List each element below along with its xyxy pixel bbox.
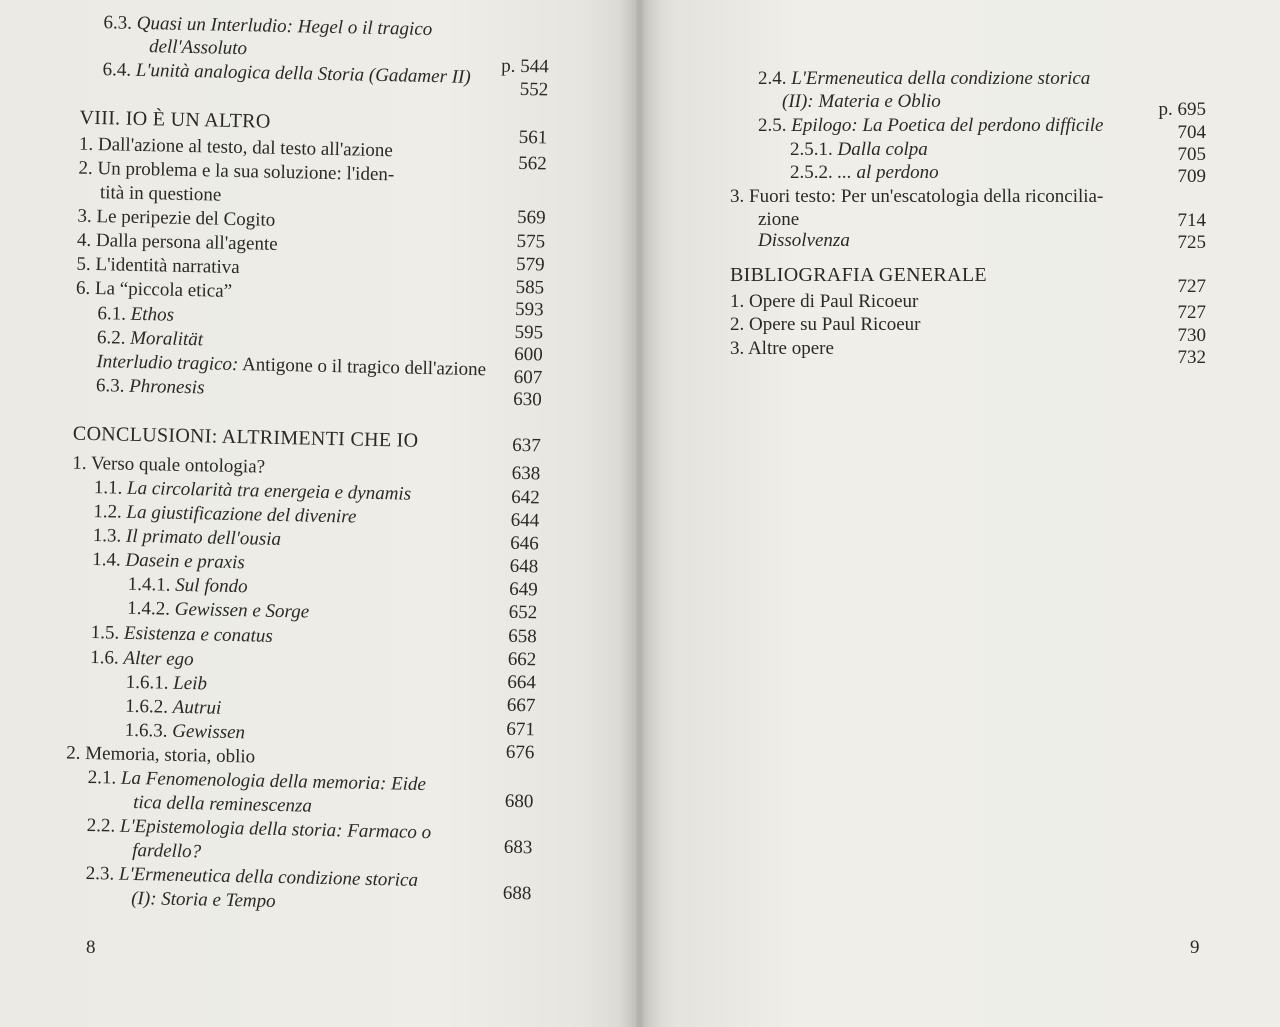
toc-entry: 1. Opere di Paul Ricoeur	[730, 291, 919, 312]
toc-page-number: 579	[515, 253, 545, 276]
toc-page-number: 638	[511, 462, 541, 485]
toc-entry: 1.4.1. Sul fondo	[127, 573, 248, 598]
toc-entry: 1. Dall'azione al testo, dal testo all'azione	[78, 133, 394, 162]
toc-page-number: p. 695	[1158, 99, 1206, 120]
toc-entry: 5. L'identità narrativa	[76, 253, 240, 279]
toc-page-number: 658	[508, 625, 537, 648]
toc-page-number: 688	[502, 882, 532, 905]
toc-entry: Dissolvenza	[758, 230, 850, 251]
toc-entry: Interludio tragico: Antigone o il tragico dell'azione	[96, 351, 487, 381]
left-toc	[0, 0, 636, 1027]
toc-entry: 2.4. L'Ermeneutica della condizione storica	[758, 68, 1091, 89]
toc-page-number: 648	[509, 555, 539, 578]
toc-entry: 1.4.2. Gewissen e Sorge	[127, 597, 310, 623]
toc-page-number: 642	[510, 486, 540, 509]
toc-page-number: 652	[508, 601, 538, 624]
toc-entry: 3. Le peripezie del Cogito	[77, 205, 276, 231]
toc-entry: 3. Altre opere	[730, 338, 834, 359]
toc-page-number: 714	[1177, 210, 1206, 231]
toc-entry: zione	[758, 209, 800, 230]
toc-page-number: 561	[518, 126, 548, 149]
toc-entry: 2.5.1. Dalla colpa	[790, 139, 928, 160]
toc-page-number: 646	[510, 532, 539, 555]
toc-page-number: 593	[514, 298, 544, 321]
toc-page-number: 644	[510, 509, 540, 532]
toc-entry: tità in questione	[99, 182, 222, 206]
toc-page-number: 600	[513, 343, 543, 366]
toc-entry: (I): Storia e Tempo	[130, 887, 276, 912]
toc-page-number: 630	[513, 388, 542, 411]
toc-entry: 4. Dalla persona all'agente	[76, 229, 278, 255]
toc-entry: 6.3. Quasi un Interludio: Hegel o il tragico	[103, 12, 433, 41]
right-toc	[636, 0, 1280, 1027]
toc-entry: 1.3. Il primato dell'ousia	[92, 525, 282, 551]
toc-page-number: 680	[504, 790, 534, 813]
toc-page-number: 667	[506, 694, 536, 717]
toc-entry: 6.1. Ethos	[97, 303, 175, 326]
toc-page-number: 664	[507, 671, 537, 694]
toc-page-number: 709	[1177, 166, 1206, 187]
toc-entry: 6. La “piccola etica”	[75, 277, 233, 302]
toc-entry: 2. Memoria, storia, oblio	[66, 742, 256, 768]
toc-entry: 2.3. L'Ermeneutica della condizione storica	[85, 862, 419, 891]
toc-entry: 6.2. Moralität	[96, 327, 204, 351]
toc-page-number: 683	[503, 836, 533, 859]
toc-page-number: 671	[506, 718, 536, 741]
right-page	[636, 0, 1280, 1027]
toc-page-number: 727	[1177, 276, 1206, 297]
toc-entry: 2. Opere su Paul Ricoeur	[730, 314, 921, 335]
toc-entry: 1.6.1. Leib	[125, 671, 208, 695]
toc-entry: 1. Verso quale ontologia?	[72, 452, 266, 478]
toc-entry: 2. Un problema e la sua soluzione: l'iden-	[78, 157, 395, 186]
toc-entry: (II): Materia e Oblio	[782, 91, 941, 112]
toc-entry: 3. Fuori testo: Per un'escatologia della riconcilia-	[730, 186, 1104, 207]
toc-page-number: 730	[1177, 325, 1206, 346]
toc-entry: 1.6.2. Autrui	[125, 695, 222, 719]
toc-entry: 1.1. La circolarità tra energeia e dynamis	[93, 477, 412, 505]
toc-entry: 6.3. Phronesis	[95, 375, 205, 399]
toc-entry: 2.5. Epilogo: La Poetica del perdono difficile	[758, 115, 1104, 136]
toc-entry: fardello?	[131, 839, 202, 863]
toc-page-number: 575	[516, 230, 546, 253]
toc-entry: 2.1. La Fenomenologia della memoria: Eide	[87, 767, 427, 796]
toc-page-number: 569	[516, 206, 546, 229]
toc-page-number: 585	[515, 276, 545, 299]
toc-page-number: 704	[1177, 122, 1206, 143]
toc-entry: 1.2. La giustificazione del divenire	[93, 501, 357, 528]
toc-entry: 6.4. L'unità analogica della Storia (Gadamer II)	[102, 59, 471, 88]
toc-page-number: 552	[519, 78, 549, 101]
toc-page-number: 607	[513, 366, 543, 389]
toc-page-number: 725	[1177, 232, 1206, 253]
page-number-right: 9	[1190, 937, 1200, 958]
section-heading: VIII. IO È UN ALTRO	[79, 106, 271, 133]
toc-page-number: 705	[1177, 144, 1206, 165]
toc-entry: tica della reminescenza	[133, 791, 313, 817]
toc-page-number: 595	[514, 321, 544, 344]
toc-entry: 1.6. Alter ego	[90, 647, 194, 671]
section-heading: BIBLIOGRAFIA GENERALE	[730, 264, 987, 286]
toc-page-number: 637	[512, 434, 541, 457]
toc-page-number: 649	[509, 578, 538, 601]
toc-page-number: 732	[1177, 347, 1206, 368]
toc-entry: 2.2. L'Epistemologia della storia: Farmaco o	[86, 814, 432, 844]
left-page	[0, 0, 636, 1027]
page-number-left: 8	[86, 937, 96, 958]
section-heading: CONCLUSIONI: ALTRIMENTI CHE IO	[72, 422, 419, 452]
toc-page-number: 662	[507, 648, 537, 671]
toc-page-number: 562	[517, 152, 547, 175]
toc-entry: 1.6.3. Gewissen	[124, 719, 246, 744]
toc-page-number: 676	[505, 741, 535, 764]
toc-entry: 2.5.2. ... al perdono	[790, 162, 939, 183]
toc-entry: dell'Assoluto	[148, 36, 248, 60]
toc-page-number: 727	[1177, 302, 1206, 323]
toc-entry: 1.4. Dasein e praxis	[92, 549, 246, 574]
toc-entry: 1.5. Esistenza e conatus	[90, 622, 274, 647]
toc-page-number: p. 544	[501, 55, 549, 78]
